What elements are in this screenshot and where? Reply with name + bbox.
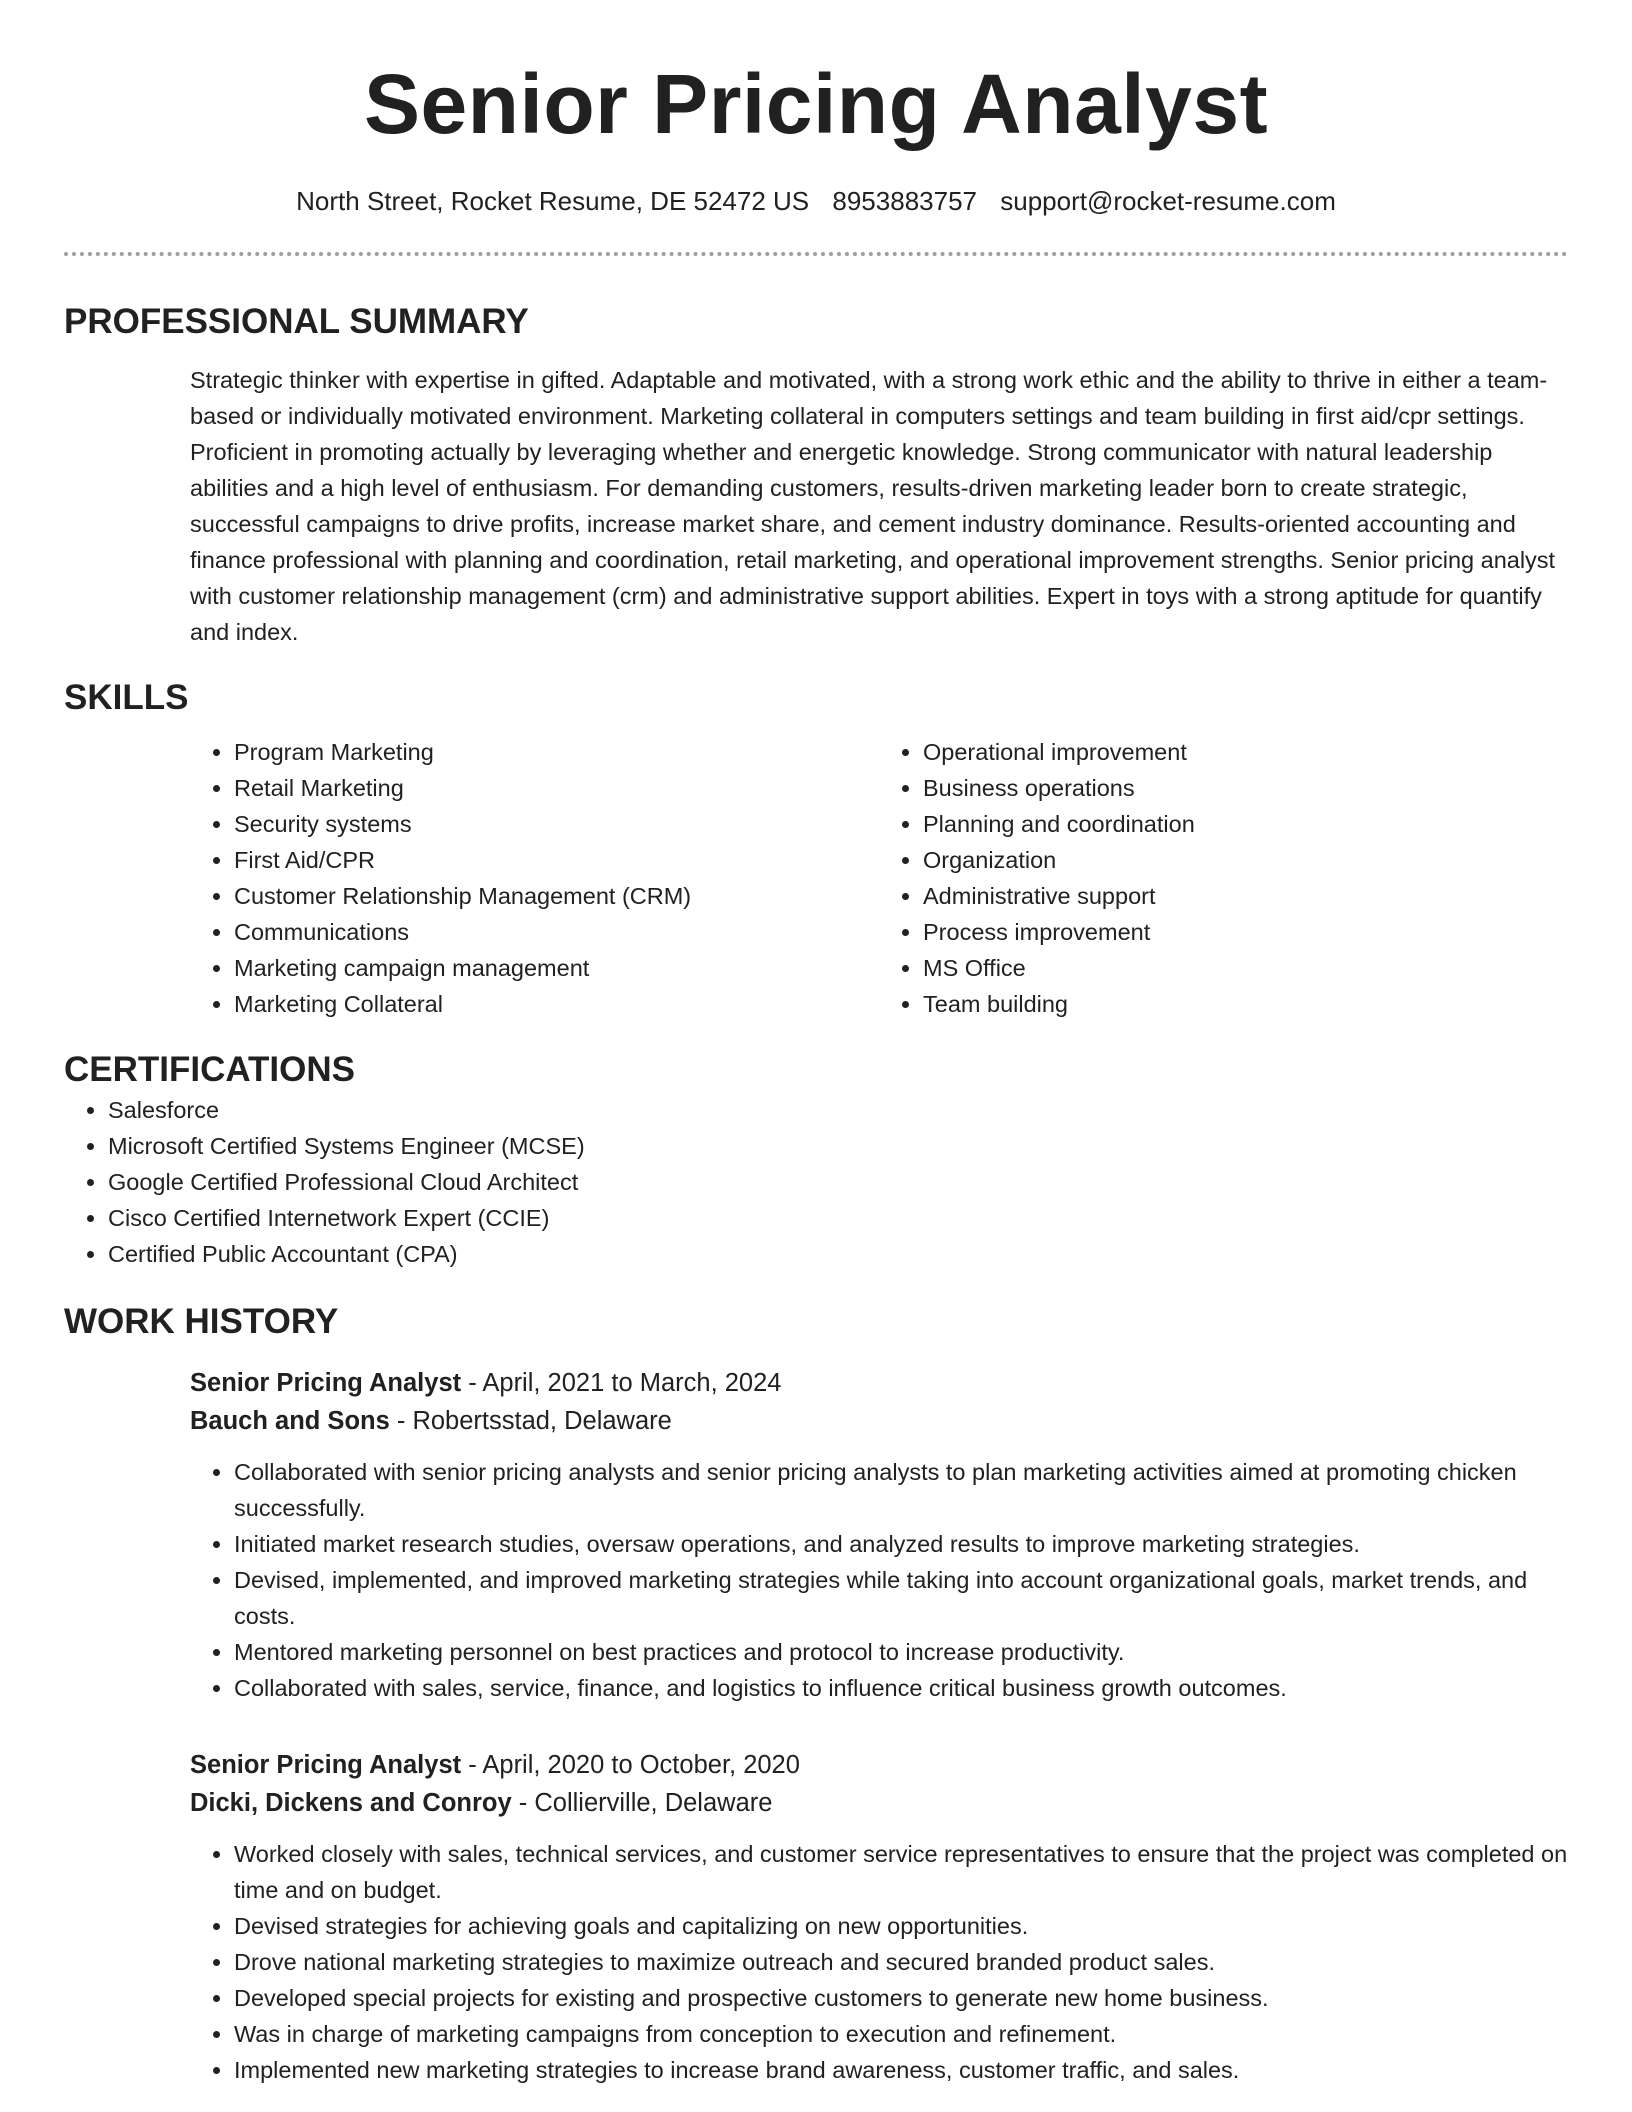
job-entry [190, 1364, 1568, 1706]
skill-item: • MS Office [923, 950, 1568, 986]
skill-item: • Marketing campaign management [234, 950, 879, 986]
certifications-list [64, 1092, 1568, 1272]
contact-phone: 8953883757 [832, 186, 977, 216]
skill-item: • First Aid/CPR [234, 842, 879, 878]
job-role-line [190, 1364, 1568, 1402]
skill-item: • Program Marketing [234, 734, 879, 770]
skill-item: • Retail Marketing [234, 770, 879, 806]
resume-page [64, 0, 1568, 2088]
job-duties [190, 1836, 1568, 2088]
duty-item: • Mentored marketing personnel on best practices and protocol to increase productivity. [234, 1634, 1568, 1670]
candidate-title: Senior Pricing Analyst [363, 57, 1269, 151]
duty-item: • Collaborated with senior pricing analysts and senior pricing analysts to plan marketing activities aimed at promoting chicken successfully. [234, 1454, 1568, 1526]
professional-summary-section [64, 300, 1568, 650]
section-heading: WORK HISTORY [64, 1302, 339, 1341]
skill-item: • Planning and coordination [923, 806, 1568, 842]
certification-item: • Google Certified Professional Cloud Architect [108, 1164, 1568, 1200]
skills-columns [190, 734, 1568, 1022]
duty-item: • Was in charge of marketing campaigns from conception to execution and refinement. [234, 2016, 1568, 2052]
job-dates: - April, 2020 to October, 2020 [461, 1751, 800, 1779]
job-location: - Robertsstad, Delaware [389, 1407, 672, 1435]
work-history-section [64, 1300, 1568, 2088]
skill-item: • Business operations [923, 770, 1568, 806]
skill-item: • Communications [234, 914, 879, 950]
skill-item: • Organization [923, 842, 1568, 878]
job-dates: - April, 2021 to March, 2024 [461, 1369, 782, 1397]
job-company-line [190, 1402, 1568, 1440]
skill-item: • Administrative support [923, 878, 1568, 914]
job-company: Bauch and Sons [190, 1407, 390, 1435]
certifications-section [64, 1048, 1568, 1272]
job-location: - Collierville, Delaware [511, 1789, 773, 1817]
section-heading: SKILLS [64, 678, 189, 717]
skill-item: • Customer Relationship Management (CRM) [234, 878, 879, 914]
certification-item: • Certified Public Accountant (CPA) [108, 1236, 1568, 1272]
contact-address: North Street, Rocket Resume, DE 52472 US [296, 186, 810, 216]
section-heading: PROFESSIONAL SUMMARY [64, 302, 529, 341]
section-heading: CERTIFICATIONS [64, 1050, 356, 1089]
skills-list-left [190, 734, 879, 1022]
duty-item: • Collaborated with sales, service, finance, and logistics to influence critical business growth outcomes. [234, 1670, 1568, 1706]
skill-item: • Security systems [234, 806, 879, 842]
job-entry [190, 1746, 1568, 2088]
duty-item: • Devised, implemented, and improved marketing strategies while taking into account organizational goals, market trends, and costs. [234, 1562, 1568, 1634]
job-role: Senior Pricing Analyst [190, 1369, 462, 1397]
job-role: Senior Pricing Analyst [190, 1751, 462, 1779]
contact-email[interactable]: support@rocket-resume.com [1000, 186, 1336, 216]
summary-paragraph: Strategic thinker with expertise in gifted. Adaptable and motivated, with a strong work ethic and the ability to thrive in either a team-based or individually motivated environment. Marketing collateral in computers settings and team building in first aid/cpr settings. Proficient in promoting actually by leveraging whether and energetic knowledge. Strong communicator with natural leadership abilities and a high level of enthusiasm. For demanding customers, results-driven marketing leader born to create strategic, successful campaigns to drive profits, increase market share, and cement industry dominance. Results-oriented accounting and finance professional with planning and coordination, retail marketing, and operational improvement strengths. Senior pricing analyst with customer relationship management (crm) and administrative support abilities. Expert in toys with a strong aptitude for quantify and index. [190, 367, 1556, 645]
duty-item: • Devised strategies for achieving goals and capitalizing on new opportunities. [234, 1908, 1568, 1944]
contact-line [64, 184, 1568, 218]
skill-item: • Marketing Collateral [234, 986, 879, 1022]
job-role-line [190, 1746, 1568, 1784]
duty-item: • Drove national marketing strategies to maximize outreach and secured branded product sales. [234, 1944, 1568, 1980]
duty-item: • Initiated market research studies, oversaw operations, and analyzed results to improve marketing strategies. [234, 1526, 1568, 1562]
skills-section [64, 676, 1568, 1022]
skills-list-right [879, 734, 1568, 1022]
job-company-line [190, 1784, 1568, 1822]
certification-item: • Salesforce [108, 1092, 1568, 1128]
skill-item: • Process improvement [923, 914, 1568, 950]
duty-item: • Developed special projects for existing and prospective customers to generate new home business. [234, 1980, 1568, 2016]
job-duties [190, 1454, 1568, 1706]
duty-item: • Implemented new marketing strategies to increase brand awareness, customer traffic, and sales. [234, 2052, 1568, 2088]
duty-item: • Worked closely with sales, technical services, and customer service representatives to ensure that the project was completed on time and on budget. [234, 1836, 1568, 1908]
header-divider [64, 252, 1568, 256]
certification-item: • Microsoft Certified Systems Engineer (MCSE) [108, 1128, 1568, 1164]
certification-item: • Cisco Certified Internetwork Expert (CCIE) [108, 1200, 1568, 1236]
skill-item: • Team building [923, 986, 1568, 1022]
skill-item: • Operational improvement [923, 734, 1568, 770]
job-company: Dicki, Dickens and Conroy [190, 1789, 512, 1817]
